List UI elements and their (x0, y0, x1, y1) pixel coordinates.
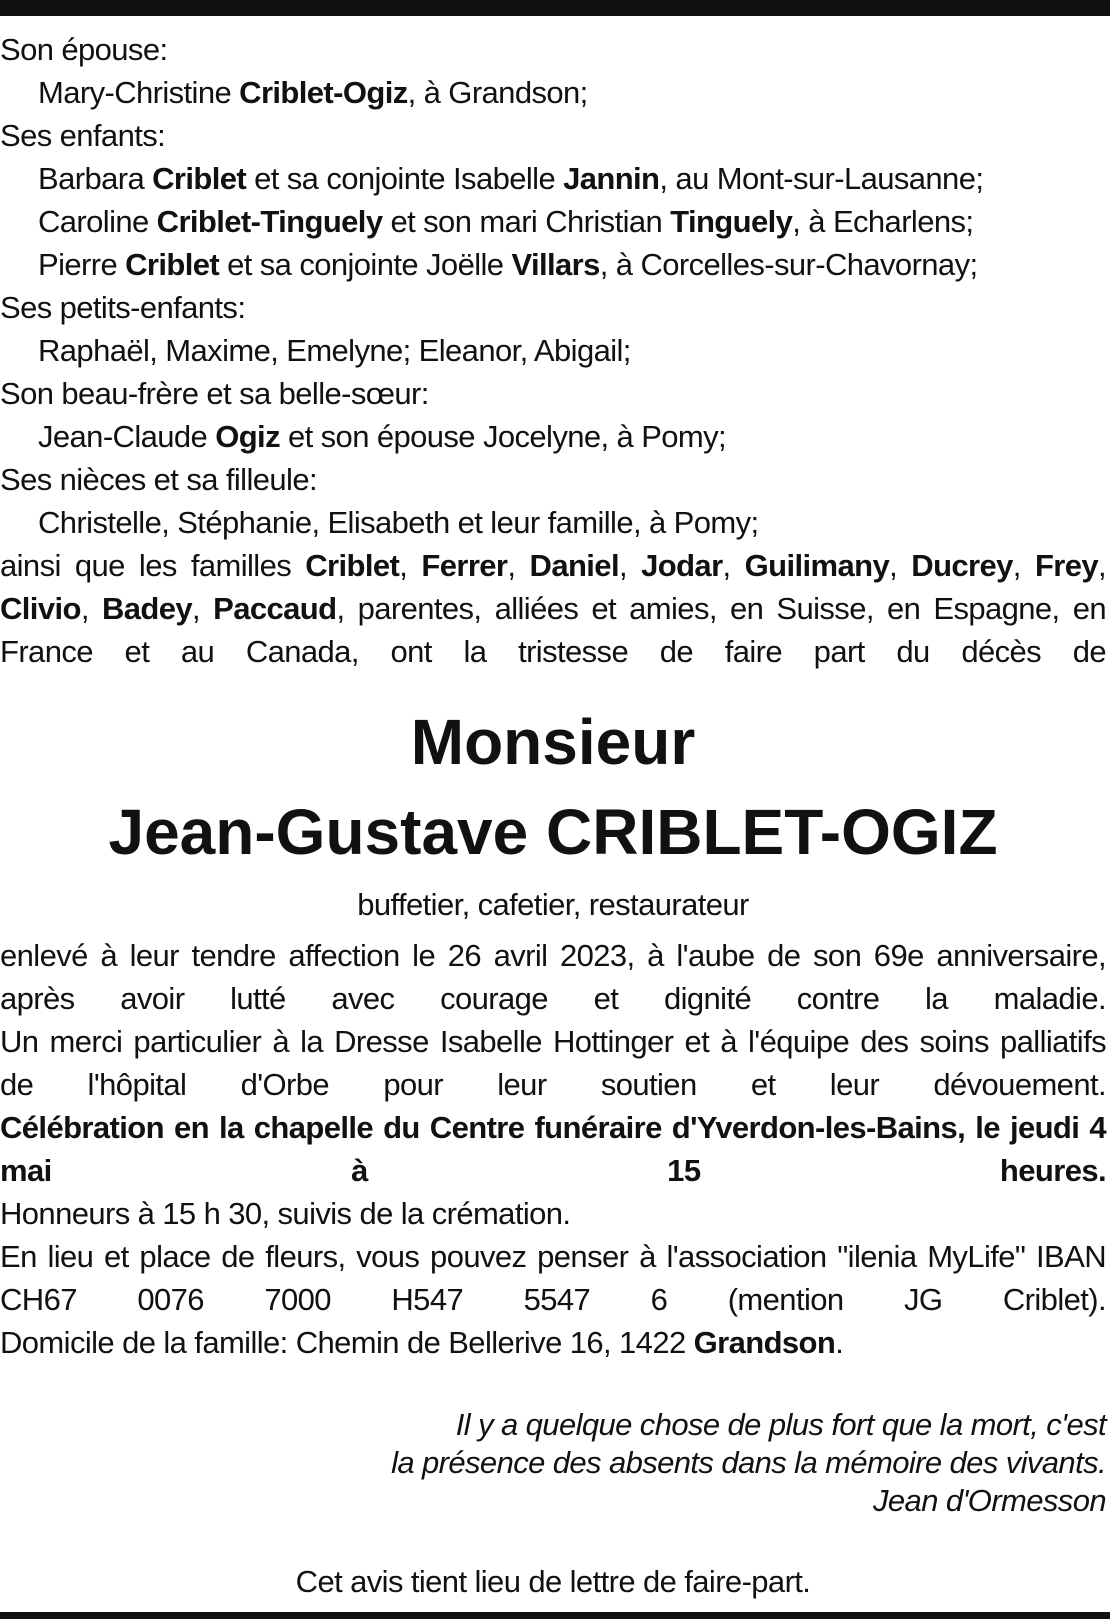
family-name-6: Frey (1034, 548, 1099, 583)
families-tail: , parentes, alliées et amies, en Suisse, en Espagne, en France et au Canada, ont la tristesse de faire part du décès de (0, 591, 1106, 669)
spouse-entry (0, 71, 1106, 114)
family-name-2: Daniel (529, 548, 619, 583)
inlaws-label: Son beau-frère et sa belle-sœur: (0, 376, 429, 411)
child2-place: , à Echarlens; (792, 204, 974, 239)
child1-first: Barbara (38, 161, 153, 196)
deceased-name: Jean-Gustave CRIBLET-OGIZ (108, 796, 998, 868)
child3-mid: et sa conjointe Joëlle (219, 247, 512, 282)
family-name-5: Ducrey (911, 548, 1013, 583)
top-border-rule (0, 0, 1110, 16)
closing-note: Cet avis tient lieu de lettre de faire-part. (295, 1564, 811, 1599)
families-paragraph (0, 544, 1106, 673)
nieces-label: Ses nièces et sa filleule: (0, 462, 317, 497)
child-entry-1 (0, 157, 1106, 200)
spouse-label: Son épouse: (0, 32, 168, 67)
grandchildren-label: Ses petits-enfants: (0, 290, 246, 325)
child-entry-2 (0, 200, 1106, 243)
child3-place: , à Corcelles-sur-Chavornay; (599, 247, 978, 282)
child3-first: Pierre (38, 247, 126, 282)
family-name-7: Clivio (0, 591, 81, 626)
child1-last: Criblet (152, 161, 247, 196)
child2-mid: et son mari Christian (382, 204, 671, 239)
deceased-title: Monsieur (410, 706, 696, 778)
child1-mid: et sa conjointe Isabelle (246, 161, 564, 196)
deceased-profession: buffetier, cafetier, restaurateur (357, 887, 749, 922)
spouse-first: Mary-Christine (38, 75, 240, 110)
family-name-9: Paccaud (213, 591, 337, 626)
quote-line-2: la présence des absents dans la mémoire des vivants. (391, 1445, 1106, 1480)
families-list: Criblet, Ferrer, Daniel, Jodar, Guilimany, Ducrey, Frey, Clivio, Badey, Paccaud (0, 548, 1107, 626)
domicile-end: . (835, 1325, 844, 1360)
family-name-0: Criblet (305, 548, 400, 583)
quote-author: Jean d'Ormesson (873, 1483, 1106, 1518)
family-name-1: Ferrer (421, 548, 508, 583)
spouse-last: Criblet-Ogiz (239, 75, 408, 110)
domicile-city: Grandson (693, 1325, 836, 1360)
child3-last: Criblet (125, 247, 220, 282)
children-label: Ses enfants: (0, 118, 166, 153)
donation-paragraph: En lieu et place de fleurs, vous pouvez penser à l'association "ilenia MyLife" IBAN CH67 0076 7000 H547 5547 6 (mention JG Criblet). (0, 1239, 1106, 1317)
family-name-3: Jodar (641, 548, 723, 583)
honours-line: Honneurs à 15 h 30, suivis de la crémation. (0, 1196, 571, 1231)
inlaw-last: Ogiz (215, 419, 280, 454)
child1-partner: Jannin (563, 161, 660, 196)
family-name-8: Badey (101, 591, 192, 626)
grandchildren-list: Raphaël, Maxime, Emelyne; Eleanor, Abigail; (38, 333, 631, 368)
child2-last: Criblet-Tinguely (156, 204, 383, 239)
child-entry-3 (0, 243, 1106, 286)
inlaw-first: Jean-Claude (38, 419, 216, 454)
ceremony-paragraph: Célébration en la chapelle du Centre funéraire d'Yverdon-les-Bains, le jeudi 4 mai à 15 heures. (0, 1110, 1106, 1188)
inlaw-entry (0, 415, 1106, 458)
child2-first: Caroline (38, 204, 157, 239)
families-intro: ainsi que les familles (0, 548, 306, 583)
child2-partner: Tinguely (670, 204, 793, 239)
death-paragraph: enlevé à leur tendre affection le 26 avril 2023, à l'aube de son 69e anniversaire, après avoir lutté avec courage et dignité contre la maladie. (0, 938, 1106, 1016)
bottom-border-rule (0, 1612, 1110, 1619)
domicile-line (0, 1321, 1106, 1364)
inlaw-rest: et son épouse Jocelyne, à Pomy; (279, 419, 727, 454)
thanks-paragraph: Un merci particulier à la Dresse Isabelle Hottinger et à l'équipe des soins palliatifs de l'hôpital d'Orbe pour leur soutien et leur dévouement. (0, 1024, 1106, 1102)
family-name-4: Guilimany (744, 548, 890, 583)
memorial-quote (0, 1406, 1106, 1520)
spouse-place: , à Grandson; (407, 75, 588, 110)
child3-partner: Villars (511, 247, 600, 282)
nieces-list: Christelle, Stéphanie, Elisabeth et leur famille, à Pomy; (38, 505, 759, 540)
domicile-prefix: Domicile de la famille: Chemin de Bellerive 16, 1422 (0, 1325, 694, 1360)
obituary-notice (0, 28, 1106, 1603)
child1-place: , au Mont-sur-Lausanne; (659, 161, 984, 196)
quote-line-1: Il y a quelque chose de plus fort que la mort, c'est (455, 1407, 1106, 1442)
